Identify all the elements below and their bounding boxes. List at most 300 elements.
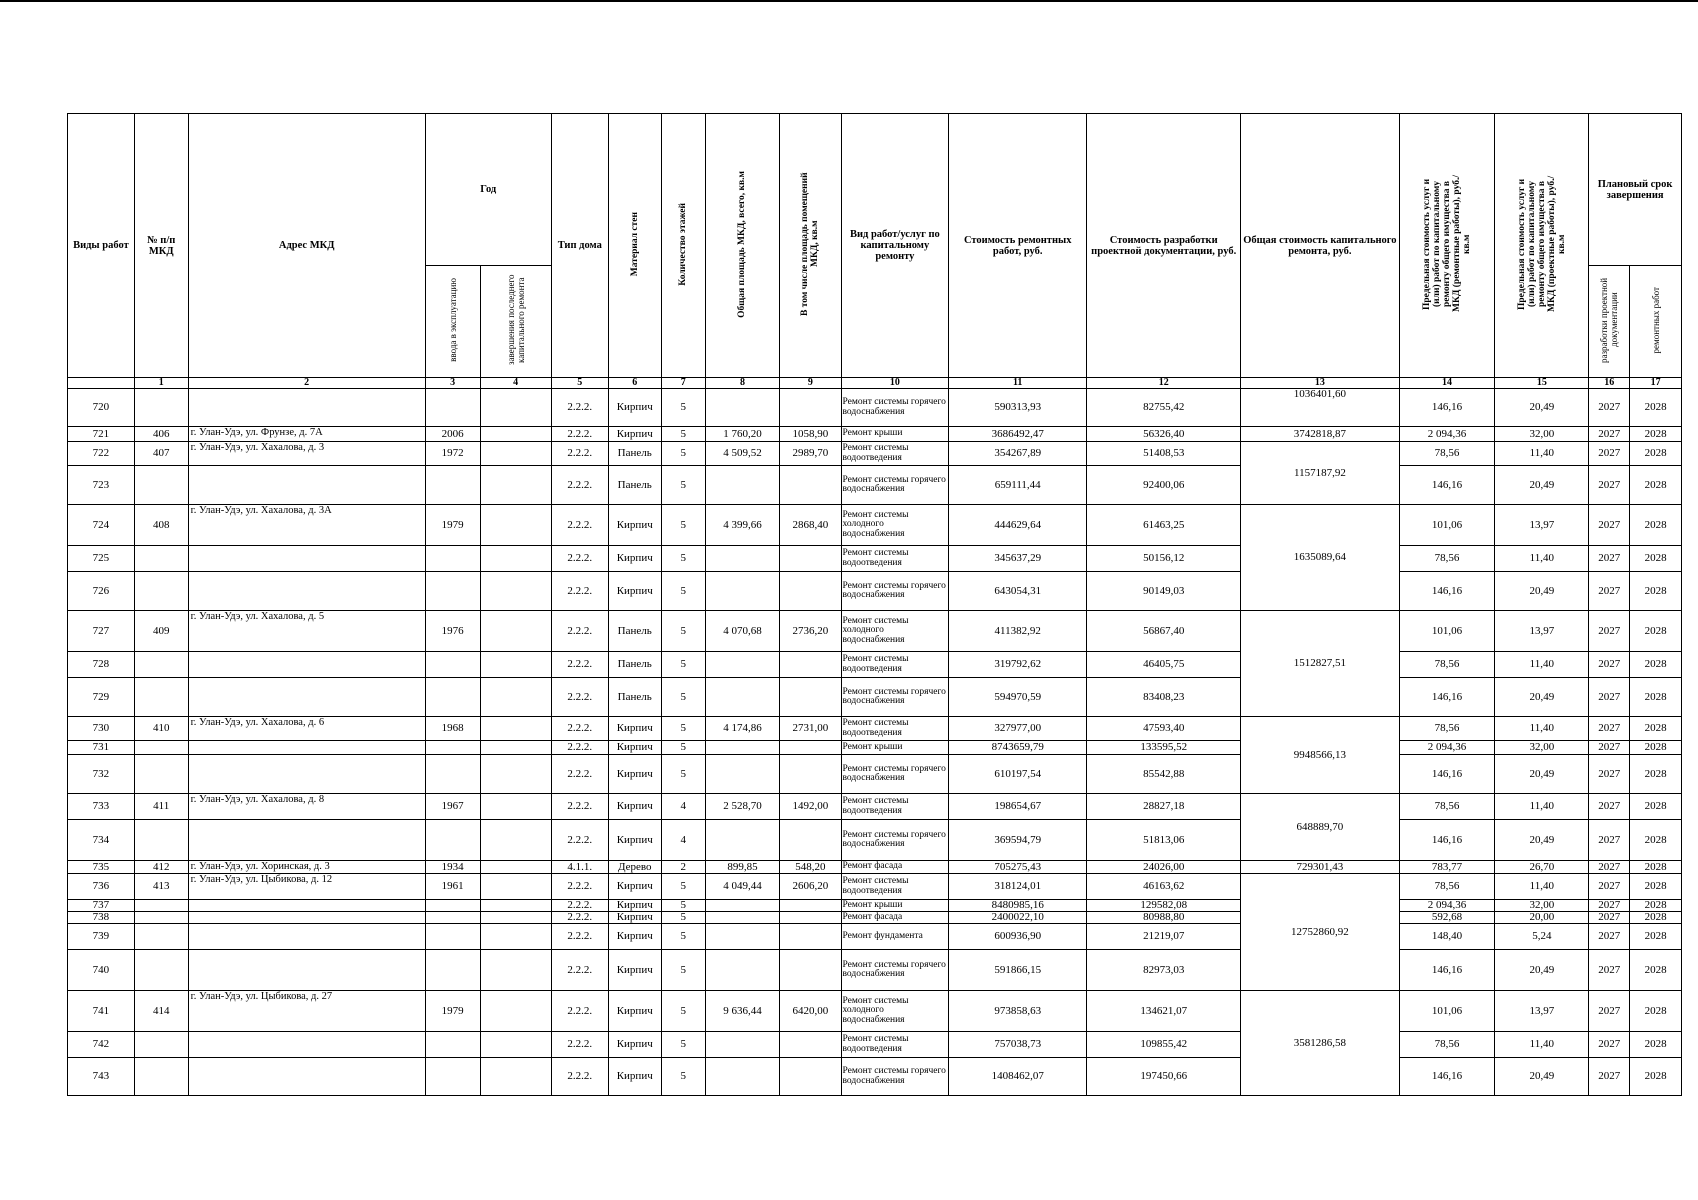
- mkd-number-cell: 413: [134, 874, 188, 900]
- deadline-repair-cell: 2028: [1630, 950, 1682, 991]
- house-type-cell: 2.2.2.: [551, 900, 608, 912]
- wall-material-cell: Кирпич: [608, 546, 661, 572]
- total-area-cell: [705, 546, 779, 572]
- premises-area-cell: [780, 820, 841, 861]
- wall-material-cell: Кирпич: [608, 389, 661, 427]
- premises-area-cell: [780, 1058, 841, 1096]
- limit-repair-cell: 146,16: [1399, 755, 1495, 794]
- total-area-cell: 4 049,44: [705, 874, 779, 900]
- column-number: 12: [1087, 378, 1241, 389]
- row-number-cell: 729: [68, 678, 135, 717]
- total-area-cell: [705, 1032, 779, 1058]
- work-kind-cell: Ремонт системы горячего водоснабжения: [841, 820, 949, 861]
- premises-area-cell: [780, 741, 841, 755]
- limit-repair-cell: 2 094,36: [1399, 741, 1495, 755]
- total-area-cell: [705, 912, 779, 924]
- deadline-project-cell: 2027: [1589, 1058, 1630, 1096]
- address-cell: [188, 1058, 425, 1096]
- total-area-cell: 4 070,68: [705, 611, 779, 652]
- project-cost-cell: 82973,03: [1087, 950, 1241, 991]
- work-kind-cell: Ремонт системы горячего водоснабжения: [841, 572, 949, 611]
- year-commissioning-cell: 1972: [425, 442, 480, 466]
- premises-area-cell: [780, 389, 841, 427]
- repair-cost-cell: 591866,15: [949, 950, 1087, 991]
- house-type-cell: 2.2.2.: [551, 950, 608, 991]
- year-commissioning-cell: [425, 741, 480, 755]
- floors-cell: 5: [661, 652, 705, 678]
- mkd-number-cell: [134, 741, 188, 755]
- column-number: 2: [188, 378, 425, 389]
- limit-repair-cell: 78,56: [1399, 794, 1495, 820]
- year-last-repair-cell: [480, 794, 551, 820]
- floors-cell: 5: [661, 741, 705, 755]
- repair-cost-cell: 1408462,07: [949, 1058, 1087, 1096]
- address-cell: г. Улан-Удэ, ул. Хахалова, д. 6: [188, 717, 425, 741]
- total-area-cell: 1 760,20: [705, 427, 779, 442]
- row-number-cell: 737: [68, 900, 135, 912]
- premises-area-cell: [780, 572, 841, 611]
- header-address: Адрес МКД: [188, 114, 425, 378]
- table-row: [68, 900, 1682, 912]
- mkd-number-cell: 410: [134, 717, 188, 741]
- repair-cost-cell: 2400022,10: [949, 912, 1087, 924]
- repair-cost-cell: 643054,31: [949, 572, 1087, 611]
- deadline-project-cell: 2027: [1589, 546, 1630, 572]
- column-number: 5: [551, 378, 608, 389]
- mkd-number-cell: [134, 678, 188, 717]
- year-commissioning-cell: [425, 755, 480, 794]
- work-kind-cell: Ремонт системы холодного водоснабжения: [841, 611, 949, 652]
- table-row: [68, 861, 1682, 874]
- total-area-cell: 2 528,70: [705, 794, 779, 820]
- repair-cost-cell: 610197,54: [949, 755, 1087, 794]
- project-cost-cell: 24026,00: [1087, 861, 1241, 874]
- mkd-number-cell: [134, 1032, 188, 1058]
- house-type-cell: 2.2.2.: [551, 755, 608, 794]
- header-floors: Количество этажей: [661, 114, 705, 378]
- premises-area-cell: 2736,20: [780, 611, 841, 652]
- deadline-repair-cell: 2028: [1630, 466, 1682, 505]
- year-last-repair-cell: [480, 820, 551, 861]
- year-commissioning-cell: 1968: [425, 717, 480, 741]
- total-area-cell: [705, 652, 779, 678]
- header-deadline-repair: ремонтных работ: [1630, 266, 1682, 378]
- mkd-number-cell: [134, 755, 188, 794]
- total-area-cell: [705, 1058, 779, 1096]
- deadline-repair-cell: 2028: [1630, 1058, 1682, 1096]
- limit-repair-cell: 78,56: [1399, 546, 1495, 572]
- limit-repair-cell: 2 094,36: [1399, 427, 1495, 442]
- address-cell: [188, 820, 425, 861]
- total-cost-cell: 729301,43: [1241, 861, 1399, 874]
- premises-area-cell: 6420,00: [780, 991, 841, 1032]
- mkd-number-cell: 407: [134, 442, 188, 466]
- work-kind-cell: Ремонт системы горячего водоснабжения: [841, 678, 949, 717]
- header-deadline-project: разработки проектной документации: [1589, 266, 1630, 378]
- deadline-repair-cell: 2028: [1630, 912, 1682, 924]
- table-row: [68, 611, 1682, 652]
- repair-cost-cell: 345637,29: [949, 546, 1087, 572]
- year-last-repair-cell: [480, 546, 551, 572]
- house-type-cell: 2.2.2.: [551, 820, 608, 861]
- year-last-repair-cell: [480, 924, 551, 950]
- repair-cost-cell: 590313,93: [949, 389, 1087, 427]
- row-number-cell: 736: [68, 874, 135, 900]
- wall-material-cell: Кирпич: [608, 912, 661, 924]
- address-cell: г. Улан-Удэ, ул. Хоринская, д. 3: [188, 861, 425, 874]
- house-type-cell: 2.2.2.: [551, 389, 608, 427]
- total-area-cell: [705, 572, 779, 611]
- floors-cell: 5: [661, 572, 705, 611]
- total-cost-cell: 3742818,87: [1241, 427, 1399, 442]
- year-commissioning-cell: [425, 572, 480, 611]
- house-type-cell: 2.2.2.: [551, 678, 608, 717]
- house-type-cell: 2.2.2.: [551, 505, 608, 546]
- deadline-repair-cell: 2028: [1630, 755, 1682, 794]
- year-commissioning-cell: [425, 1032, 480, 1058]
- table-row: [68, 991, 1682, 1032]
- column-numbers-row: [68, 378, 1682, 389]
- address-cell: г. Улан-Удэ, ул. Хахалова, д. 5: [188, 611, 425, 652]
- work-kind-cell: Ремонт крыши: [841, 741, 949, 755]
- limit-repair-cell: 78,56: [1399, 1032, 1495, 1058]
- floors-cell: 4: [661, 794, 705, 820]
- column-number: 10: [841, 378, 949, 389]
- year-last-repair-cell: [480, 861, 551, 874]
- limit-project-cell: 26,70: [1495, 861, 1589, 874]
- address-cell: [188, 678, 425, 717]
- deadline-repair-cell: 2028: [1630, 900, 1682, 912]
- limit-project-cell: 13,97: [1495, 505, 1589, 546]
- floors-cell: 2: [661, 861, 705, 874]
- deadline-project-cell: 2027: [1589, 505, 1630, 546]
- limit-repair-cell: 146,16: [1399, 572, 1495, 611]
- wall-material-cell: Кирпич: [608, 924, 661, 950]
- repair-cost-cell: 327977,00: [949, 717, 1087, 741]
- repair-cost-cell: 594970,59: [949, 678, 1087, 717]
- year-commissioning-cell: [425, 1058, 480, 1096]
- limit-project-cell: 20,00: [1495, 912, 1589, 924]
- deadline-repair-cell: 2028: [1630, 389, 1682, 427]
- limit-repair-cell: 148,40: [1399, 924, 1495, 950]
- year-commissioning-cell: 1976: [425, 611, 480, 652]
- table-row: [68, 572, 1682, 611]
- deadline-project-cell: 2027: [1589, 427, 1630, 442]
- header-year: Год: [425, 114, 551, 266]
- repair-cost-cell: 757038,73: [949, 1032, 1087, 1058]
- total-area-cell: [705, 924, 779, 950]
- deadline-project-cell: 2027: [1589, 900, 1630, 912]
- deadline-project-cell: 2027: [1589, 950, 1630, 991]
- house-type-cell: 2.2.2.: [551, 741, 608, 755]
- work-kind-cell: Ремонт системы горячего водоснабжения: [841, 950, 949, 991]
- repair-cost-cell: 354267,89: [949, 442, 1087, 466]
- house-type-cell: 2.2.2.: [551, 546, 608, 572]
- table-row: [68, 1058, 1682, 1096]
- deadline-project-cell: 2027: [1589, 861, 1630, 874]
- work-kind-cell: Ремонт системы горячего водоснабжения: [841, 466, 949, 505]
- deadline-repair-cell: 2028: [1630, 820, 1682, 861]
- project-cost-cell: 21219,07: [1087, 924, 1241, 950]
- deadline-project-cell: 2027: [1589, 678, 1630, 717]
- wall-material-cell: Дерево: [608, 861, 661, 874]
- wall-material-cell: Кирпич: [608, 991, 661, 1032]
- floors-cell: 5: [661, 678, 705, 717]
- row-number-cell: 723: [68, 466, 135, 505]
- year-commissioning-cell: 1961: [425, 874, 480, 900]
- limit-repair-cell: 78,56: [1399, 874, 1495, 900]
- deadline-project-cell: 2027: [1589, 611, 1630, 652]
- premises-area-cell: 2989,70: [780, 442, 841, 466]
- total-cost-cell: 12752860,92: [1241, 874, 1399, 991]
- address-cell: [188, 912, 425, 924]
- row-number-cell: 740: [68, 950, 135, 991]
- wall-material-cell: Кирпич: [608, 900, 661, 912]
- mkd-number-cell: [134, 572, 188, 611]
- floors-cell: 5: [661, 991, 705, 1032]
- address-cell: г. Улан-Удэ, ул. Цыбикова, д. 12: [188, 874, 425, 900]
- column-number-blank: [68, 378, 135, 389]
- wall-material-cell: Кирпич: [608, 717, 661, 741]
- project-cost-cell: 51408,53: [1087, 442, 1241, 466]
- header-limit-project: Предельная стоимость услуг и (или) работ по капитальному ремонту общего имущества в МКД (проектные работы), руб./кв.м: [1495, 114, 1589, 378]
- deadline-repair-cell: 2028: [1630, 717, 1682, 741]
- limit-project-cell: 32,00: [1495, 900, 1589, 912]
- floors-cell: 5: [661, 950, 705, 991]
- premises-area-cell: 548,20: [780, 861, 841, 874]
- deadline-project-cell: 2027: [1589, 442, 1630, 466]
- deadline-repair-cell: 2028: [1630, 505, 1682, 546]
- project-cost-cell: 197450,66: [1087, 1058, 1241, 1096]
- premises-area-cell: 2606,20: [780, 874, 841, 900]
- table-row: [68, 1032, 1682, 1058]
- year-commissioning-cell: 1979: [425, 991, 480, 1032]
- house-type-cell: 2.2.2.: [551, 427, 608, 442]
- limit-project-cell: 20,49: [1495, 820, 1589, 861]
- project-cost-cell: 50156,12: [1087, 546, 1241, 572]
- floors-cell: 5: [661, 900, 705, 912]
- total-cost-cell: 1157187,92: [1241, 442, 1399, 505]
- limit-project-cell: 20,49: [1495, 466, 1589, 505]
- row-number-cell: 734: [68, 820, 135, 861]
- column-number: 4: [480, 378, 551, 389]
- total-area-cell: 4 509,52: [705, 442, 779, 466]
- limit-repair-cell: 101,06: [1399, 505, 1495, 546]
- year-last-repair-cell: [480, 1058, 551, 1096]
- row-number-cell: 728: [68, 652, 135, 678]
- mkd-number-cell: 411: [134, 794, 188, 820]
- address-cell: [188, 546, 425, 572]
- project-cost-cell: 129582,08: [1087, 900, 1241, 912]
- deadline-project-cell: 2027: [1589, 652, 1630, 678]
- limit-repair-cell: 146,16: [1399, 820, 1495, 861]
- floors-cell: 5: [661, 389, 705, 427]
- house-type-cell: 4.1.1.: [551, 861, 608, 874]
- total-cost-cell: 1635089,64: [1241, 505, 1399, 611]
- project-cost-cell: 82755,42: [1087, 389, 1241, 427]
- year-commissioning-cell: 1934: [425, 861, 480, 874]
- limit-repair-cell: 146,16: [1399, 389, 1495, 427]
- house-type-cell: 2.2.2.: [551, 991, 608, 1032]
- repair-cost-cell: 973858,63: [949, 991, 1087, 1032]
- header-year-commissioning: ввода в эксплуатацию: [425, 266, 480, 378]
- address-cell: г. Улан-Удэ, ул. Хахалова, д. 3А: [188, 505, 425, 546]
- row-number-cell: 720: [68, 389, 135, 427]
- total-area-cell: [705, 820, 779, 861]
- limit-repair-cell: 146,16: [1399, 466, 1495, 505]
- premises-area-cell: 2868,40: [780, 505, 841, 546]
- work-kind-cell: Ремонт системы водоотведения: [841, 652, 949, 678]
- limit-project-cell: 32,00: [1495, 741, 1589, 755]
- header-total-area: Общая площадь МКД, всего, кв.м: [705, 114, 779, 378]
- house-type-cell: 2.2.2.: [551, 442, 608, 466]
- premises-area-cell: [780, 924, 841, 950]
- premises-area-cell: [780, 546, 841, 572]
- deadline-repair-cell: 2028: [1630, 861, 1682, 874]
- deadline-project-cell: 2027: [1589, 874, 1630, 900]
- deadline-project-cell: 2027: [1589, 991, 1630, 1032]
- year-commissioning-cell: [425, 924, 480, 950]
- repair-cost-cell: 659111,44: [949, 466, 1087, 505]
- year-commissioning-cell: [425, 546, 480, 572]
- floors-cell: 5: [661, 442, 705, 466]
- table-row: [68, 442, 1682, 466]
- project-cost-cell: 56867,40: [1087, 611, 1241, 652]
- limit-repair-cell: 2 094,36: [1399, 900, 1495, 912]
- mkd-number-cell: [134, 389, 188, 427]
- total-area-cell: 899,85: [705, 861, 779, 874]
- deadline-repair-cell: 2028: [1630, 442, 1682, 466]
- row-number-cell: 725: [68, 546, 135, 572]
- year-last-repair-cell: [480, 572, 551, 611]
- repair-cost-cell: 198654,67: [949, 794, 1087, 820]
- wall-material-cell: Кирпич: [608, 794, 661, 820]
- premises-area-cell: 1492,00: [780, 794, 841, 820]
- header-year-last-repair: завершения последнего капитального ремонта: [480, 266, 551, 378]
- project-cost-cell: 85542,88: [1087, 755, 1241, 794]
- year-commissioning-cell: 2006: [425, 427, 480, 442]
- total-area-cell: [705, 950, 779, 991]
- work-kind-cell: Ремонт системы водоотведения: [841, 1032, 949, 1058]
- premises-area-cell: [780, 755, 841, 794]
- year-commissioning-cell: 1967: [425, 794, 480, 820]
- total-area-cell: 4 399,66: [705, 505, 779, 546]
- repair-cost-cell: 8743659,79: [949, 741, 1087, 755]
- column-number: 6: [608, 378, 661, 389]
- mkd-number-cell: [134, 546, 188, 572]
- header-total-cost: Общая стоимость капитального ремонта, руб.: [1241, 114, 1399, 378]
- table-row: [68, 755, 1682, 794]
- limit-project-cell: 13,97: [1495, 991, 1589, 1032]
- limit-project-cell: 20,49: [1495, 755, 1589, 794]
- repair-cost-cell: 411382,92: [949, 611, 1087, 652]
- address-cell: [188, 652, 425, 678]
- year-commissioning-cell: [425, 912, 480, 924]
- house-type-cell: 2.2.2.: [551, 466, 608, 505]
- wall-material-cell: Панель: [608, 611, 661, 652]
- house-type-cell: 2.2.2.: [551, 794, 608, 820]
- address-cell: [188, 755, 425, 794]
- limit-project-cell: 11,40: [1495, 717, 1589, 741]
- mkd-number-cell: [134, 950, 188, 991]
- deadline-repair-cell: 2028: [1630, 546, 1682, 572]
- row-number-cell: 741: [68, 991, 135, 1032]
- deadline-project-cell: 2027: [1589, 717, 1630, 741]
- year-last-repair-cell: [480, 717, 551, 741]
- work-kind-cell: Ремонт системы водоотведения: [841, 874, 949, 900]
- project-cost-cell: 80988,80: [1087, 912, 1241, 924]
- deadline-repair-cell: 2028: [1630, 991, 1682, 1032]
- column-number: 16: [1589, 378, 1630, 389]
- total-cost-cell: 1036401,60: [1241, 389, 1399, 427]
- floors-cell: 5: [661, 1058, 705, 1096]
- house-type-cell: 2.2.2.: [551, 924, 608, 950]
- floors-cell: 5: [661, 755, 705, 794]
- address-cell: [188, 924, 425, 950]
- deadline-project-cell: 2027: [1589, 466, 1630, 505]
- header-repair-cost: Стоимость ремонтных работ, руб.: [949, 114, 1087, 378]
- floors-cell: 5: [661, 611, 705, 652]
- deadline-project-cell: 2027: [1589, 741, 1630, 755]
- column-number: 13: [1241, 378, 1399, 389]
- mkd-number-cell: [134, 912, 188, 924]
- header-work-kind: Вид работ/услуг по капитальному ремонту: [841, 114, 949, 378]
- header-work-types: Виды работ: [68, 114, 135, 378]
- row-number-cell: 742: [68, 1032, 135, 1058]
- project-cost-cell: 109855,42: [1087, 1032, 1241, 1058]
- year-last-repair-cell: [480, 1032, 551, 1058]
- work-kind-cell: Ремонт системы водоотведения: [841, 442, 949, 466]
- address-cell: г. Улан-Удэ, ул. Хахалова, д. 3: [188, 442, 425, 466]
- deadline-project-cell: 2027: [1589, 794, 1630, 820]
- address-cell: [188, 1032, 425, 1058]
- work-kind-cell: Ремонт системы водоотведения: [841, 717, 949, 741]
- total-cost-cell: 1512827,51: [1241, 611, 1399, 717]
- row-number-cell: 721: [68, 427, 135, 442]
- house-type-cell: 2.2.2.: [551, 717, 608, 741]
- total-area-cell: [705, 755, 779, 794]
- header-row-1: [68, 114, 1682, 266]
- year-last-repair-cell: [480, 874, 551, 900]
- limit-repair-cell: 146,16: [1399, 1058, 1495, 1096]
- row-number-cell: 735: [68, 861, 135, 874]
- total-area-cell: [705, 466, 779, 505]
- work-kind-cell: Ремонт фасада: [841, 861, 949, 874]
- work-kind-cell: Ремонт фундамента: [841, 924, 949, 950]
- limit-project-cell: 11,40: [1495, 874, 1589, 900]
- total-area-cell: 4 174,86: [705, 717, 779, 741]
- wall-material-cell: Панель: [608, 466, 661, 505]
- limit-repair-cell: 101,06: [1399, 611, 1495, 652]
- total-area-cell: [705, 900, 779, 912]
- deadline-repair-cell: 2028: [1630, 611, 1682, 652]
- wall-material-cell: Кирпич: [608, 755, 661, 794]
- project-cost-cell: 90149,03: [1087, 572, 1241, 611]
- table-row: [68, 678, 1682, 717]
- address-cell: [188, 466, 425, 505]
- project-cost-cell: 133595,52: [1087, 741, 1241, 755]
- address-cell: [188, 900, 425, 912]
- header-planned-deadline: Плановый срок завершения: [1589, 114, 1682, 266]
- floors-cell: 5: [661, 466, 705, 505]
- floors-cell: 5: [661, 546, 705, 572]
- project-cost-cell: 51813,06: [1087, 820, 1241, 861]
- limit-project-cell: 20,49: [1495, 1058, 1589, 1096]
- column-number: 3: [425, 378, 480, 389]
- work-kind-cell: Ремонт крыши: [841, 427, 949, 442]
- column-number: 7: [661, 378, 705, 389]
- total-cost-cell: 9948566,13: [1241, 717, 1399, 794]
